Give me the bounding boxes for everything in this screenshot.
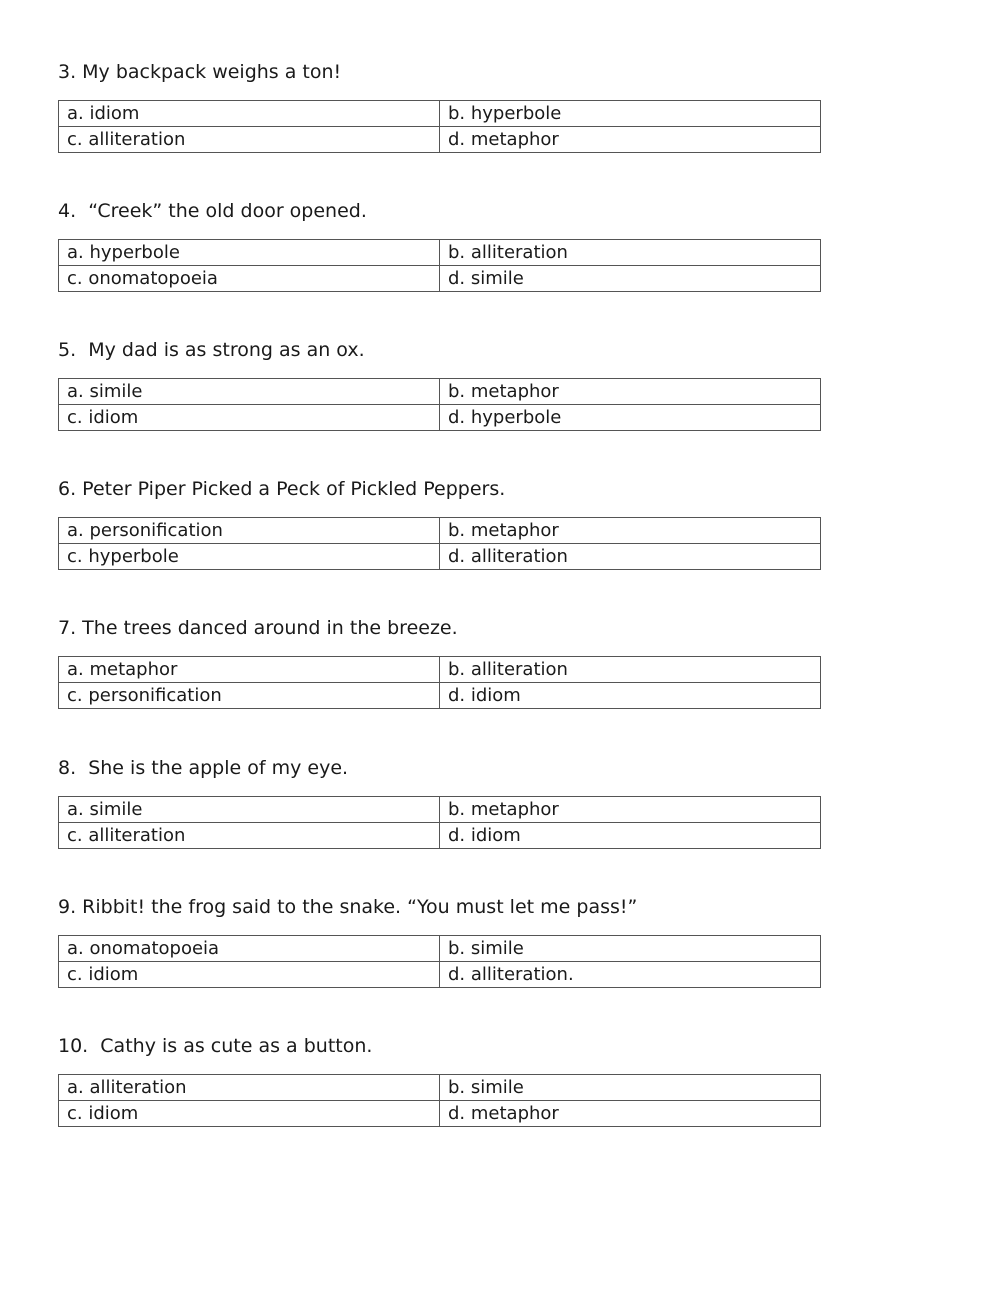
question-text: 5. My dad is as strong as an ox. [58,339,365,361]
option-a[interactable]: a. onomatopoeia [59,936,440,962]
options-row [59,127,821,153]
option-c[interactable]: c. idiom [59,1101,440,1127]
options-row [59,962,821,988]
option-a[interactable]: a. personification [59,518,440,544]
option-a[interactable]: a. idiom [59,101,440,127]
option-a[interactable]: a. metaphor [59,657,440,683]
option-a[interactable]: a. simile [59,797,440,823]
option-b[interactable]: b. alliteration [440,657,821,683]
answer-options-table [58,796,821,849]
options-row [59,405,821,431]
option-d[interactable]: d. alliteration. [440,962,821,988]
option-b[interactable]: b. simile [440,936,821,962]
question-8 [58,757,822,846]
options-row [59,936,821,962]
answer-options-table [58,378,821,431]
answer-options-table [58,517,821,570]
question-text: 7. The trees danced around in the breeze. [58,617,458,639]
options-row [59,240,821,266]
options-row [59,379,821,405]
option-d[interactable]: d. idiom [440,683,821,709]
option-a[interactable]: a. alliteration [59,1075,440,1101]
options-row [59,1101,821,1127]
answer-options-table [58,656,821,709]
question-3 [58,61,822,150]
question-4 [58,200,822,289]
option-d[interactable]: d. alliteration [440,544,821,570]
options-row [59,823,821,849]
option-d[interactable]: d. metaphor [440,127,821,153]
question-text: 10. Cathy is as cute as a button. [58,1035,373,1057]
question-6 [58,478,822,567]
option-c[interactable]: c. personification [59,683,440,709]
question-9 [58,896,822,985]
option-a[interactable]: a. simile [59,379,440,405]
option-c[interactable]: c. idiom [59,962,440,988]
options-row [59,544,821,570]
option-b[interactable]: b. simile [440,1075,821,1101]
answer-options-table [58,100,821,153]
question-7 [58,617,822,706]
option-d[interactable]: d. simile [440,266,821,292]
option-b[interactable]: b. alliteration [440,240,821,266]
option-a[interactable]: a. hyperbole [59,240,440,266]
options-row [59,657,821,683]
option-c[interactable]: c. alliteration [59,823,440,849]
question-text: 8. She is the apple of my eye. [58,757,349,779]
answer-options-table [58,935,821,988]
option-c[interactable]: c. onomatopoeia [59,266,440,292]
option-b[interactable]: b. metaphor [440,518,821,544]
option-d[interactable]: d. metaphor [440,1101,821,1127]
question-5 [58,339,822,428]
question-text: 9. Ribbit! the frog said to the snake. “You must let me pass!” [58,896,638,918]
options-row [59,683,821,709]
question-10 [58,1035,822,1124]
option-b[interactable]: b. metaphor [440,797,821,823]
question-text: 4. “Creek” the old door opened. [58,200,367,222]
answer-options-table [58,239,821,292]
option-d[interactable]: d. idiom [440,823,821,849]
option-c[interactable]: c. hyperbole [59,544,440,570]
option-d[interactable]: d. hyperbole [440,405,821,431]
options-row [59,518,821,544]
option-c[interactable]: c. alliteration [59,127,440,153]
answer-options-table [58,1074,821,1127]
options-row [59,797,821,823]
option-b[interactable]: b. hyperbole [440,101,821,127]
question-text: 6. Peter Piper Picked a Peck of Pickled Peppers. [58,478,506,500]
option-c[interactable]: c. idiom [59,405,440,431]
options-row [59,266,821,292]
option-b[interactable]: b. metaphor [440,379,821,405]
options-row [59,101,821,127]
question-text: 3. My backpack weighs a ton! [58,61,342,83]
options-row [59,1075,821,1101]
